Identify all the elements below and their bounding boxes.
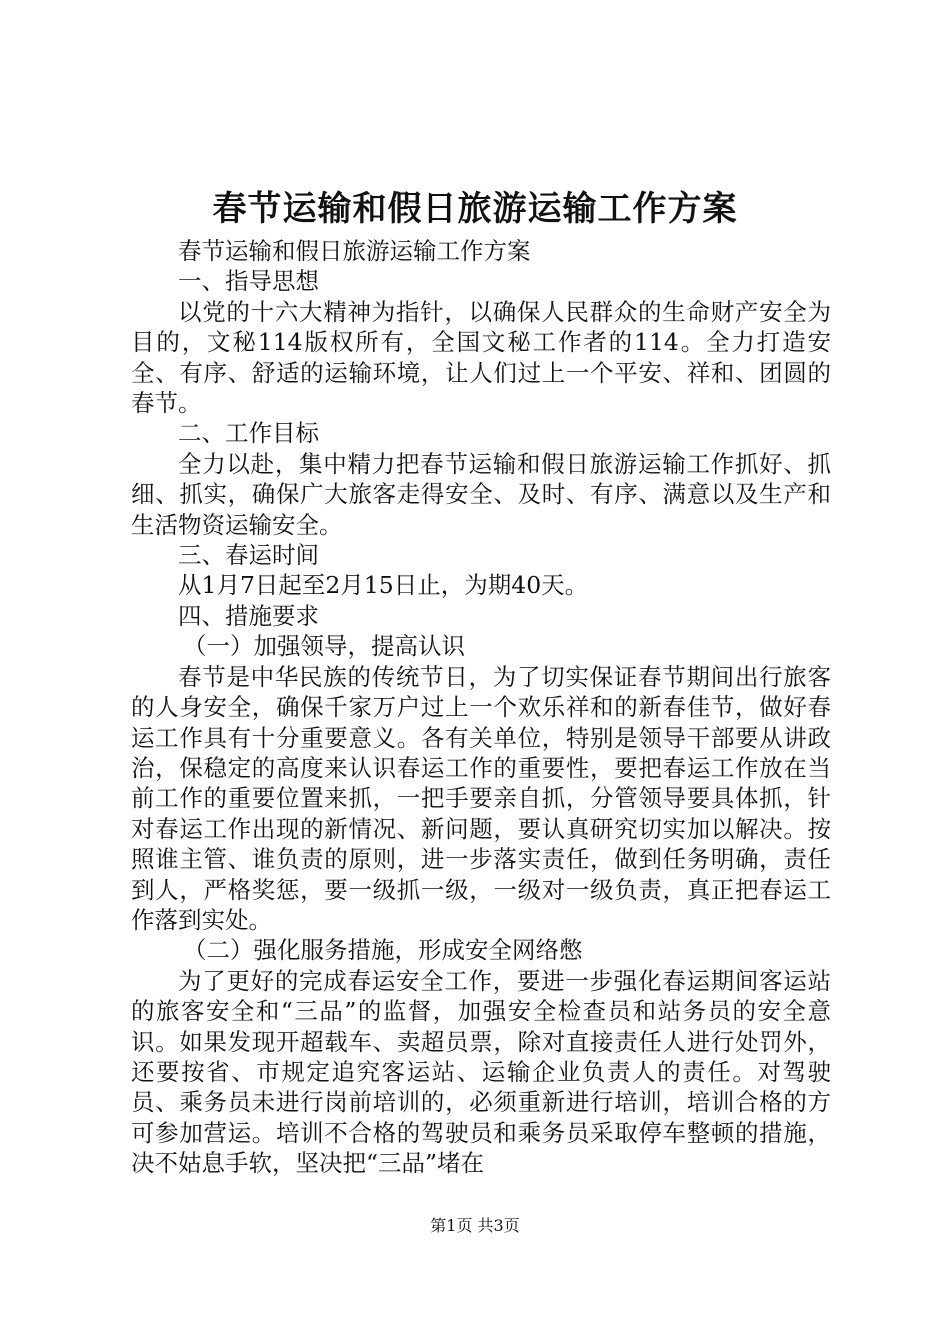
subsection-heading-service: （二）强化服务措施，形成安全网络憋: [183, 936, 583, 965]
paragraph-subtitle: 春节运输和假日旅游运输工作方案: [178, 237, 531, 265]
paragraph-period: 从1月7日起至2月15日止，为期40天。: [178, 571, 589, 600]
paragraph-work-goal: 全力以赴，集中精力把春节运输和假日旅游运输工作抓好、抓细、抓实，确保广大旅客走得安全、及时、有序、满意以及生产和生活物资运输安全。: [131, 449, 831, 539]
section-heading-work-goal: 二、工作目标: [178, 419, 319, 448]
paragraph-leadership: 春节是中华民族的传统节日，为了切实保证春节期间出行旅客的人身安全，确保千家万户过上一个欢乐祥和的新春佳节，做好春运工作具有十分重要意义。各有关单位，特别是领导干部要从讲政治，保稳定的高度来认识春运工作的重要性，要把春运工作放在当前工作的重要位置来抓，一把手要亲自抓，分管领导要具体抓，针对春运工作出现的新情况、新问题，要认真研究切实加以解决。按照谁主管、谁负责的原则，进一步落实责任，做到任务明确，责任到人，严格奖惩，要一级抓一级，一级对一级负责，真正把春运工作落到实处。: [131, 662, 831, 934]
section-heading-measures: 四、措施要求: [178, 601, 319, 630]
document-title: 春节运输和假日旅游运输工作方案: [212, 189, 738, 229]
paragraph-service: 为了更好的完成春运安全工作，要进一步强化春运期间客运站的旅客安全和“三品”的监督，加强安全检查员和站务员的安全意识。如果发现开超载车、卖超员票，除对直接责任人进行处罚外，还要按省、市规定追究客运站、运输企业负责人的责任。对驾驶员、乘务员未进行岗前培训的，必须重新进行培训，培训合格的方可参加营运。培训不合格的驾驶员和乘务员采取停车整顿的措施，决不姑息手软，坚决把“三品”堵在: [131, 966, 831, 1178]
section-heading-period: 三、春运时间: [178, 541, 319, 570]
section-heading-guiding-thought: 一、指导思想: [178, 267, 319, 296]
subsection-heading-leadership: （一）加强领导，提高认识: [183, 632, 465, 661]
page-footer: 第1页 共3页: [430, 1216, 520, 1235]
paragraph-guiding-thought: 以党的十六大精神为指针，以确保人民群众的生命财产安全为目的，文秘114版权所有，全国文秘工作者的114。全力打造安全、有序、舒适的运输环境，让人们过上一个平安、祥和、团圆的春节。: [131, 297, 831, 418]
document-body: [131, 236, 831, 1179]
